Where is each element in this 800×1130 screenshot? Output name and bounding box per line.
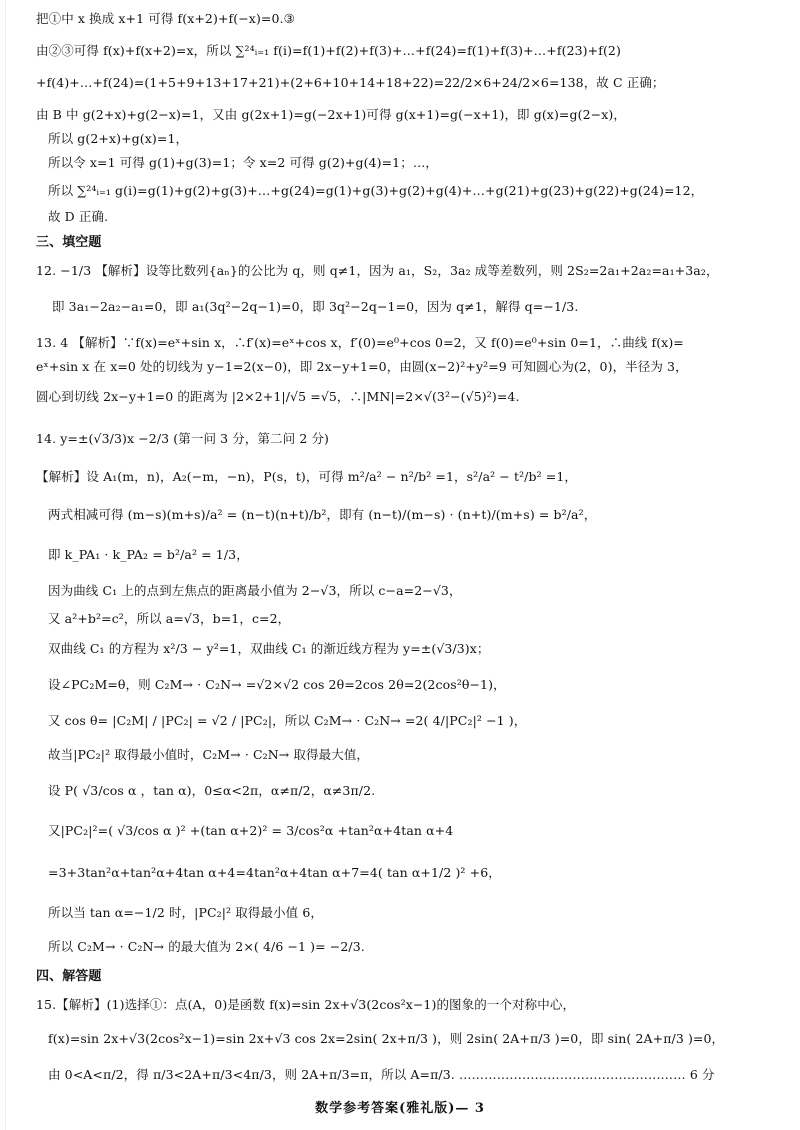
page-edge-shadow	[5, 0, 6, 1130]
text-line: 13. 4 【解析】∵f(x)=eˣ+sin x，∴f′(x)=eˣ+cos x，f′(0)=e⁰+cos 0=2，又 f(0)=e⁰+sin 0=1，∴曲线 f(x)=	[36, 335, 684, 350]
text-line: +f(4)+…+f(24)=(1+5+9+13+17+21)+(2+6+10+14+18+22)=22/2×6+24/2×6=138，故 C 正确；	[36, 75, 665, 90]
text-line: 由 B 中 g(2+x)+g(2−x)=1，又由 g(2x+1)=g(−2x+1)可得 g(x+1)=g(−x+1)，即 g(x)=g(2−x)，	[36, 107, 626, 122]
page-footer: 数学参考答案(雅礼版)— 3	[315, 1101, 485, 1116]
text-line: 即 k_PA₁ · k_PA₂ = b²/a² = 1/3，	[48, 547, 249, 562]
text-line: 双曲线 C₁ 的方程为 x²/3 − y²=1，双曲线 C₁ 的渐近线方程为 y=±(√3/3)x；	[48, 641, 490, 656]
text-line: 因为曲线 C₁ 上的点到左焦点的距离最小值为 2−√3，所以 c−a=2−√3，	[48, 583, 462, 598]
text-line: 设∠PC₂M=θ，则 C₂M→ · C₂N→ =√2×√2 cos 2θ=2cos 2θ=2(2cos²θ−1)，	[48, 677, 506, 692]
text-line: 两式相减可得 (m−s)(m+s)/a² = (n−t)(n+t)/b²，即有 (n−t)/(m−s) · (n+t)/(m+s) = b²/a²，	[48, 507, 597, 522]
text-line: 所以 ∑²⁴ᵢ₌₁ g(i)=g(1)+g(2)+g(3)+…+g(24)=g(1)+g(3)+g(2)+g(4)+…+g(21)+g(23)+g(22)+g(24)=12，	[48, 183, 704, 198]
text-line: 即 3a₁−2a₂−a₁=0，即 a₁(3q²−2q−1)=0，即 3q²−2q−1=0，因为 q≠1，解得 q=−1/3.	[52, 299, 579, 314]
text-line: 又 cos θ= |C₂M| / |PC₂| = √2 / |PC₂|，所以 C₂M→ · C₂N→ =2( 4/|PC₂|² −1 )，	[48, 713, 527, 728]
text-line: 故 D 正确.	[48, 209, 109, 224]
text-line: 把①中 x 换成 x+1 可得 f(x+2)+f(−x)=0.③	[36, 11, 295, 26]
text-line: 由 0<A<π/2，得 π/3<2A+π/3<4π/3，则 2A+π/3=π，所以 A=π/3. ……………………………………………… 6 分	[48, 1067, 715, 1082]
text-line: 【解析】设 A₁(m，n)，A₂(−m，−n)，P(s，t)，可得 m²/a² − n²/b² =1，s²/a² − t²/b² =1，	[36, 469, 578, 484]
text-line: f(x)=sin 2x+√3(2cos²x−1)=sin 2x+√3 cos 2x=2sin( 2x+π/3 )，则 2sin( 2A+π/3 )=0，即 sin( 2A+π/3 )=0，	[48, 1031, 725, 1046]
text-line: 设 P( √3/cos α ，tan α)，0≤α<2π，α≠π/2，α≠3π/2.	[48, 783, 376, 798]
text-line: 15.【解析】(1)选择①：点(A，0)是函数 f(x)=sin 2x+√3(2cos²x−1)的图象的一个对称中心，	[36, 997, 576, 1012]
text-line: eˣ+sin x 在 x=0 处的切线为 y−1=2(x−0)，即 2x−y+1=0，由圆(x−2)²+y²=9 可知圆心为(2，0)，半径为 3，	[36, 359, 688, 374]
text-line: 所以 g(2+x)+g(x)=1，	[48, 131, 189, 146]
text-line: 所以当 tan α=−1/2 时，|PC₂|² 取得最小值 6，	[48, 905, 323, 920]
text-line: =3+3tan²α+tan²α+4tan α+4=4tan²α+4tan α+7=4( tan α+1/2 )² +6，	[48, 865, 501, 880]
text-line: 圆心到切线 2x−y+1=0 的距离为 |2×2+1|/√5 =√5，∴|MN|=2×√(3²−(√5)²)=4.	[36, 389, 520, 404]
text-line: 故当|PC₂|² 取得最小值时，C₂M→ · C₂N→ 取得最大值，	[48, 747, 370, 762]
text-line: 由②③可得 f(x)+f(x+2)=x，所以 ∑²⁴ᵢ₌₁ f(i)=f(1)+f(2)+f(3)+…+f(24)=f(1)+f(3)+…+f(23)+f(2)	[36, 43, 621, 58]
text-line: 又|PC₂|²=( √3/cos α )² +(tan α+2)² = 3/cos²α +tan²α+4tan α+4	[48, 823, 454, 838]
text-line: 所以令 x=1 可得 g(1)+g(3)=1；令 x=2 可得 g(2)+g(4)=1；…，	[48, 155, 439, 170]
section-heading-fill-in: 三、填空题	[36, 235, 102, 250]
text-line: 12. −1/3 【解析】设等比数列{aₙ}的公比为 q，则 q≠1，因为 a₁，S₂，3a₂ 成等差数列，则 2S₂=2a₁+2a₂=a₁+3a₂，	[36, 263, 719, 278]
text-line: 所以 C₂M→ · C₂N→ 的最大值为 2×( 4/6 −1 )= −2/3.	[48, 939, 365, 954]
text-line: 又 a²+b²=c²，所以 a=√3，b=1，c=2，	[48, 611, 291, 626]
text-line: 14. y=±(√3/3)x −2/3 (第一问 3 分，第二问 2 分)	[36, 431, 330, 446]
section-heading-solutions: 四、解答题	[36, 969, 102, 984]
